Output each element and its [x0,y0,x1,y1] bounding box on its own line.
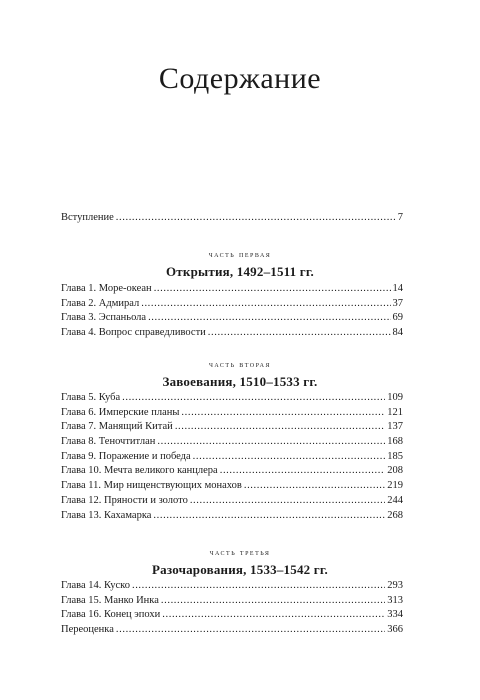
toc-entry [61,450,403,465]
toc-entry-label: Глава 14. Куско [61,580,130,591]
dot-leader [208,326,391,339]
toc-entry-label: Глава 1. Море-океан [61,283,152,294]
toc-entry [61,623,403,638]
part-title: Завоевания, 1510–1533 гг. [162,374,318,389]
toc-entry [61,311,403,326]
toc-entry-page: 69 [392,312,403,324]
dot-leader [190,494,385,507]
dot-leader [244,479,385,492]
toc-entry-page: 208 [387,465,403,477]
dot-leader [153,509,385,522]
toc-entry-page: 268 [387,509,403,521]
toc-entry [61,406,403,421]
toc-section [61,579,403,638]
toc-entry-label: Глава 8. Теночтитлан [61,436,156,448]
dot-leader [220,464,386,477]
toc-entry-page: 168 [387,436,403,448]
toc-entry-label: Глава 2. Адмирал [61,297,140,309]
toc-entry [61,326,403,341]
toc-entry-page: 109 [387,392,403,403]
dot-leader [116,623,385,636]
part-label: часть вторая [208,359,272,369]
toc-entry-page: 185 [387,450,403,462]
toc-entry-label: Глава 7. Манящий Китай [61,421,173,433]
toc-entry [61,391,403,406]
toc-entry-label: Глава 10. Мечта великого канцлера [61,465,218,477]
toc-entry-page: 334 [387,609,403,621]
dot-leader [132,579,385,592]
dot-leader [162,608,385,621]
toc-entry-label: Глава 4. Вопрос справедливости [61,327,206,339]
dot-leader [175,420,385,433]
toc-entry-page: 121 [387,406,403,418]
dot-leader [193,450,386,463]
dot-leader [157,435,385,448]
toc-entry-page: 366 [387,624,403,636]
toc-entry-page: 37 [392,297,403,309]
part-label: часть третья [209,547,271,557]
toc-entry-label: Глава 3. Эспаньола [61,312,147,324]
toc-entry [61,211,403,226]
toc-section [61,282,403,341]
toc-entry-page: 244 [387,494,403,506]
toc-entry [61,435,403,450]
dot-leader [122,391,385,404]
dot-leader [154,282,391,295]
dot-leader [141,297,390,310]
part-label: часть первая [208,249,272,259]
part-title: Разочарования, 1533–1542 гг. [152,562,328,577]
toc-entry [61,509,403,524]
part-title: Открытия, 1492–1511 гг. [166,264,314,279]
toc-entry-label: Глава 13. Кахамарка [61,509,152,521]
toc-entry-label: Глава 9. Поражение и победа [61,450,191,462]
toc-entry-label: Глава 16. Конец эпохи [61,609,161,621]
toc-entry-label: Глава 15. Манко Инка [61,594,159,606]
toc-entry-page: 313 [387,594,403,606]
toc-entry-page: 219 [387,480,403,492]
toc-intro [61,211,403,226]
toc-entry-page: 293 [387,580,403,591]
toc-entry-label: Глава 12. Пряности и золото [61,494,188,506]
toc-entry-label: Глава 11. Мир нищенствующих монахов [61,480,242,492]
toc-entry [61,464,403,479]
toc-entry-page: 7 [397,212,403,223]
toc-entry [61,594,403,609]
toc-entry [61,282,403,297]
toc-entry-label: Глава 6. Имперские планы [61,406,180,418]
toc-entry [61,297,403,312]
toc-entry [61,608,403,623]
toc-entry [61,479,403,494]
toc-entry-page: 137 [387,421,403,433]
toc-entry-label: Глава 5. Куба [61,392,121,403]
dot-leader [148,311,390,324]
dot-leader [161,594,385,607]
toc-entry-label: Вступление [61,212,114,223]
toc-entry-page: 84 [392,327,403,339]
page-title: Содержание [158,62,322,95]
toc-entry-label: Переоценка [61,624,114,636]
toc-entry [61,420,403,435]
dot-leader [181,406,385,419]
toc-entry [61,494,403,509]
toc-section [61,391,403,523]
toc-entry-page: 14 [392,283,403,294]
dot-leader [116,211,396,224]
toc-entry [61,579,403,594]
